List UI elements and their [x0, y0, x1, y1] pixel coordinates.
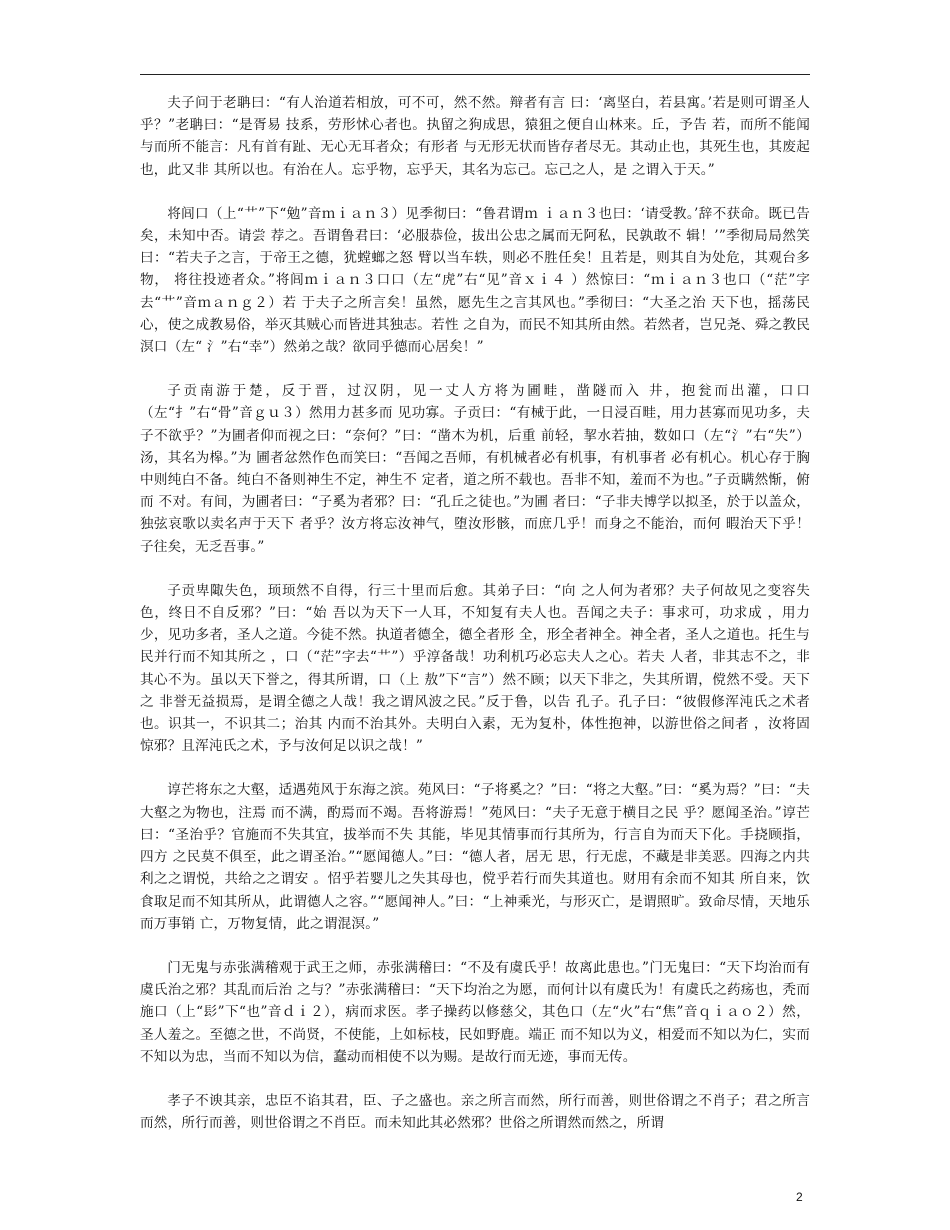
paragraph-4: 子贡卑陬失色，顼顼然不自得，行三十里而后愈。其弟子曰：“向 之人何为者邪？夫子何故见之变容失色，终日不自反邪？”曰：“始 吾以为天下一人耳，不知复有夫人也。吾闻之夫子：事求可，功求成 ，用力少，见功多者，圣人之道。今徒不然。执道者德全，德全者形 全，形全者神全。神全者，圣人之道也。托生与民并行而不知其所之 ，口（“茫”字去“艹”）乎淳备哉！功利机巧必忘夫人之心。若夫 人者，非其志不之，非其心不为。虽以天下誉之，得其所谓，口（上 敖”下“言”）然不顾；以天下非之，失其所谓，傥然不受。天下之 非誉无益损焉，是谓全德之人哉！我之谓风波之民。”反于鲁，以告 孔子。孔子曰：“彼假修浑沌氏之术者也。识其一，不识其二；治其 内而不治其外。夫明白入素，无为复朴，体性抱神，以游世俗之间者 ，汝将固惊邪？且浑沌氏之术，予与汝何足以识之哉！” [140, 582, 810, 755]
paragraph-5: 谆芒将东之大壑，适遇苑风于东海之滨。苑风曰：“子将奚之？”曰：“将之大壑。”曰：“奚为焉？”曰：“夫大壑之为物也，注焉 而不满，酌焉而不竭。吾将游焉！”苑风曰：“夫子无意于横目之民 乎？愿闻圣治。”谆芒曰：“圣治乎？官施而不失其宜，拔举而不失 其能，毕见其情事而行其所为，行言自为而天下化。手挠顾指，四方 之民莫不俱至，此之谓圣治。”“愿闻德人。”曰：“德人者，居无 思，行无虑，不藏是非美恶。四海之内共利之之谓悦，共给之之谓安 。怊乎若婴儿之失其母也，傥乎若行而失其道也。财用有余而不知其 所自来，饮食取足而不知其所从，此谓德人之容。”“愿闻神人。”曰：“上神乘光，与形灭亡，是谓照旷。致命尽情，天地乐而万事销 亡，万物复情，此之谓混溟。” [140, 782, 810, 932]
paragraph-7: 孝子不谀其亲，忠臣不谄其君，臣、子之盛也。亲之所言而然，所行而善，则世俗谓之不肖子；君之所言而然，所行而善，则世俗谓之不肖臣。而未知此其必然邪？世俗之所谓然而然之，所谓 [140, 1092, 810, 1132]
main-text [140, 92, 810, 1156]
paragraph-1: 夫子问于老聃曰：“有人治道若相放，可不可，然不然。辩者有言 曰：‘离坚白，若县寓。’若是则可谓圣人乎？”老聃曰：“是胥易 技系，劳形怵心者也。执留之狗成思，猿狙之便自山林来。丘，予告 若，而所不能闻与而所不能言：凡有首有趾、无心无耳者众；有形者 与无形无状而皆存者尽无。其动止也，其死生也，其废起也，此又非 其所以也。有治在人。忘乎物，忘乎天，其名为忘己。忘己之人，是 之谓入于天。” [140, 95, 810, 178]
paragraph-3: 子贡南游于楚，反于晋，过汉阴，见一丈人方将为圃畦，凿隧而入 井，抱瓮而出灌，口口（左“扌”右“骨”音ｇｕ３）然用力甚多而 见功寡。子贡曰：“有械于此，一日浸百畦，用力甚寡而见功多，夫 子不欲乎？”为圃者仰而视之曰：“奈何？”曰：“凿木为机，后重 前轻，挈水若抽，数如口（左“氵”右“失”）汤，其名为槔。”为 圃者忿然作色而笑曰：“吾闻之吾师，有机械者必有机事，有机事者 必有机心。机心存于胸中则纯白不备。纯白不备则神生不定，神生不 定者，道之所不载也。吾非不知，羞而不为也。”子贡瞒然惭，俯而 不对。有间，为圃者曰：“子奚为者邪？曰：“孔丘之徒也。”为圃 者曰：“子非夫博学以拟圣，於于以盖众，独弦哀歌以卖名声于天下 者乎？汝方将忘汝神气，堕汝形骸，而庶几乎！而身之不能治，而何 暇治天下乎！子往矣，无乏吾事。” [140, 383, 810, 555]
page-number: 2 [796, 1190, 803, 1204]
paragraph-2: 将闾口（上“艹”下“勉”音ｍｉａｎ３）见季彻曰：“鲁君谓ｍ ｉａｎ３也曰：‘请受教。’辞不获命。既已告矣，未知中否。请尝 荐之。吾谓鲁君曰：‘必服恭俭，拔出公忠之属而无阿私，民孰敢不 辑！’”季彻局局然笑曰：“若夫子之言，于帝王之德，犹螳螂之怒 臂以当车轶，则必不胜任矣！且若是，则其自为处危，其观台多物， 将往投迹者众。”将闾ｍｉａｎ３口口（左“虎”右“见”音ｘｉ４ ）然惊曰：“ｍｉａｎ３也口（“茫”字去“艹”音ｍａｎｇ２）若 于夫子之所言矣！虽然，愿先生之言其风也。”季彻曰：“大圣之治 天下也，摇荡民心，使之成教易俗，举灭其贼心而皆进其独志。若性 之自为，而民不知其所由然。若然者，岂兄尧、舜之教民溟口（左“ 氵”右“幸”）然弟之哉？欲同乎德而心居矣！” [140, 205, 810, 356]
paragraph-6: 门无鬼与赤张满稽观于武王之师，赤张满稽曰：“不及有虞氏乎！故离此患也。”门无鬼曰：“天下均治而有虞氏治之邪？其乱而后治 之与？”赤张满稽曰：“天下均治之为愿，而何计以有虞氏为！有虞氏之药疡也，秃而施口（上“髟”下“也”音ｄｉ２），病而求医。孝子操药以修慈父，其色口（左“火”右“焦”音ｑｉａｏ２）然，圣人羞之。至德之世，不尚贤，不使能，上如标枝，民如野鹿。端正 而不知以为义，相爱而不知以为仁，实而不知以为忠，当而不知以为信，蠢动而相使不以为赐。是故行而无迹，事而无传。 [140, 959, 810, 1065]
header-rule [140, 74, 810, 75]
